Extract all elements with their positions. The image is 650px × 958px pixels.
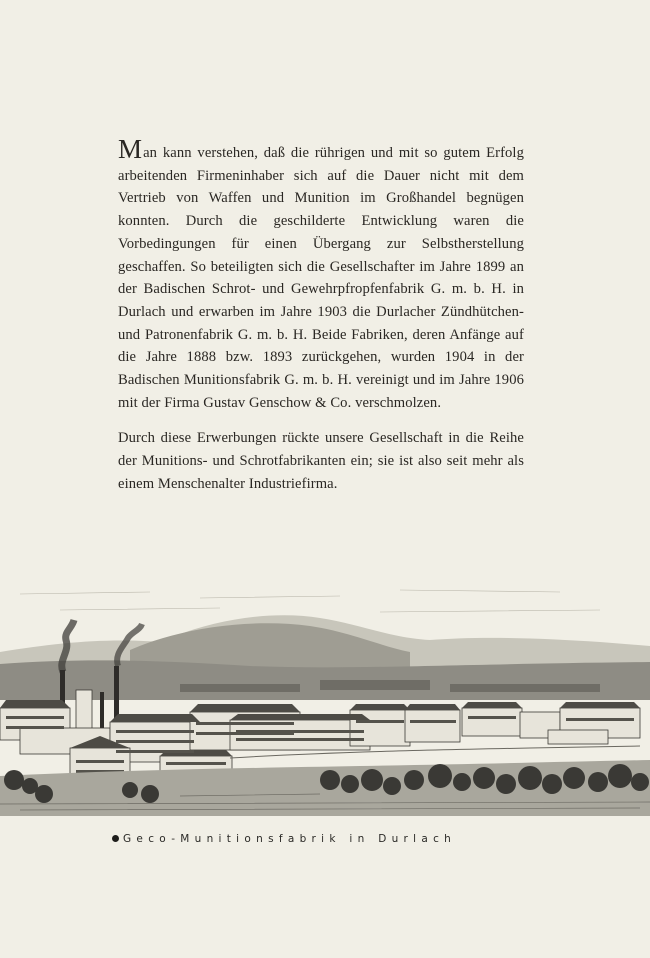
- factory-illustration: [0, 580, 650, 816]
- paragraph-2: Durch diese Erwerbungen rückte unsere Gesellschaft in die Reihe der Munitions- und Schrotfabrikanten ein; sie ist also seit mehr als einem Menschenalter Industriefirma.: [118, 430, 524, 492]
- caption-text: Geco-Munitionsfabrik in Durlach: [123, 833, 457, 845]
- illustration-caption: [112, 833, 532, 845]
- paragraph-1: [118, 134, 524, 414]
- factory-sketch: [0, 580, 650, 816]
- paragraph-1-text: an kann verstehen, daß die rührigen und mit so gutem Erfolg arbeitenden Firmeninhaber sich auf die Dauer nicht mit dem Vertrieb von Waffen und Munition im Großhandel begnügen konnten. Durch die geschilderte Entwicklung waren die Vorbedingungen für einen Übergang zur Selbstherstellung geschaffen. So beteiligten sich die Gesellschafter im Jahre 1899 an der Badischen Schrot- und Gewehrpfropfenfabrik G. m. b. H. in Durlach und erwarben im Jahre 1903 die Durlacher Zündhütchen- und Patronenfabrik G. m. b. H. Beide Fabriken, deren Anfänge auf die Jahre 1888 bzw. 1893 zurückgehen, wurden 1904 in der Badischen Munitionsfabrik G. m. b. H. vereinigt und im Jahre 1906 mit der Firma Gustav Genschow & Co. verschmolzen.: [118, 145, 524, 411]
- initial-letter: M: [118, 134, 143, 164]
- bullet-icon: [112, 835, 119, 842]
- body-text: [118, 134, 524, 496]
